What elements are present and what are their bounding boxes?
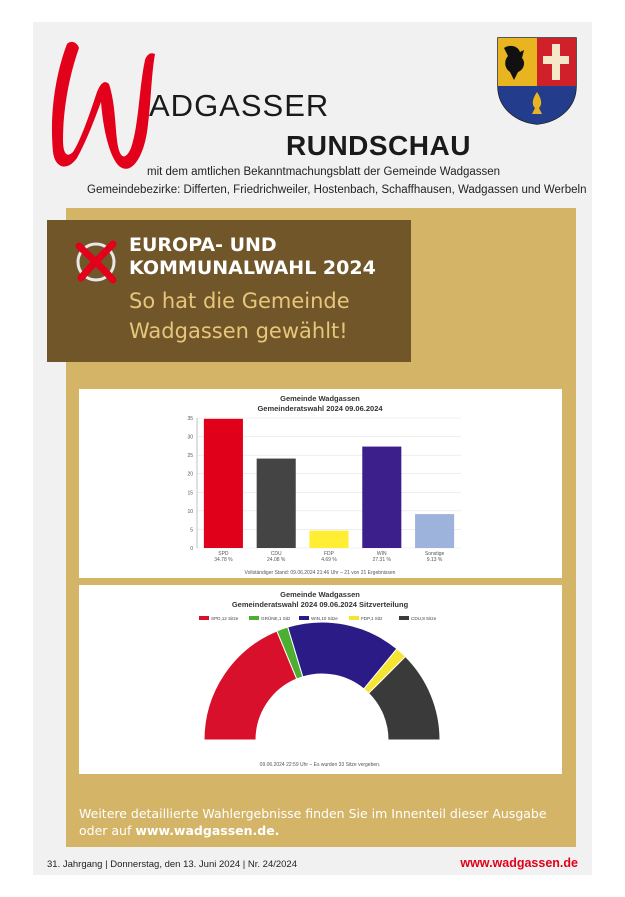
bar-chart	[79, 389, 562, 578]
footer-note-line2	[79, 822, 547, 839]
seat-distribution-chart	[79, 585, 562, 774]
content-panel	[48, 208, 576, 847]
bar-category-label: SPD	[218, 551, 229, 557]
bar-category-label: Sonstige	[424, 551, 445, 557]
bar-chart-ytick: 25	[187, 453, 193, 460]
bar-value-label: 24.08 %	[267, 557, 286, 563]
masthead-subtitle: mit dem amtlichen Bekanntmachungsblatt der Gemeinde Wadgassen	[147, 166, 501, 178]
bar-chart-ytick: 30	[187, 434, 193, 441]
masthead-title-line2: RUNDSCHAU	[286, 130, 471, 161]
seat-chart-panel	[79, 585, 562, 774]
banner-subheadline	[129, 286, 350, 346]
seat-legend-swatch	[299, 616, 309, 620]
footer-note-line1: Weitere detaillierte Wahlergebnisse finden Sie im Innenteil dieser Ausgabe	[79, 806, 547, 821]
seat-legend-swatch	[399, 616, 409, 620]
bar-chart-ytick: 20	[187, 471, 193, 478]
banner-headline	[129, 234, 376, 280]
seat-chart-title: Gemeinde Wadgassen	[280, 590, 360, 599]
seat-legend-swatch	[249, 616, 259, 620]
bar-chart-footnote: Vollständiger Stand: 09.06.2024 21:46 Uhr – 21 von 21 Ergebnissen	[244, 570, 396, 576]
seat-chart-footnote: 09.06.2024 22:59 Uhr – Es wurden 33 Sitze vergeben.	[259, 762, 381, 768]
bar-chart-ytick: 10	[187, 508, 193, 515]
bar-chart-ytick: 15	[187, 490, 193, 497]
bar-chart-title: Gemeinde Wadgassen	[280, 394, 360, 403]
bar-value-label: 9.13 %	[426, 557, 443, 563]
bar-cdu	[257, 459, 296, 548]
bar-category-label: FDP	[324, 551, 334, 557]
bar-chart-ytick: 0	[190, 546, 193, 552]
newspaper-cover	[33, 22, 592, 875]
banner-sub-line1: So hat die Gemeinde	[129, 289, 350, 313]
banner-headline-line2: KOMMUNALWAHL 2024	[129, 257, 376, 279]
masthead-title-line1: ADGASSER	[149, 88, 330, 123]
bar-value-label: 4.69 %	[321, 557, 337, 563]
bar-spd	[204, 419, 243, 548]
bar-chart-panel	[79, 389, 562, 578]
bar-chart-subtitle: Gemeinderatswahl 2024 09.06.2024	[257, 404, 383, 413]
bar-category-label: CDU	[270, 551, 282, 557]
seat-legend-label: WIN,10 Sitze	[311, 616, 338, 621]
bar-chart-ytick: 35	[187, 416, 193, 422]
bar-category-label: WIN	[376, 551, 387, 557]
banner-headline-line1: EUROPA- UND	[129, 234, 277, 256]
seat-legend-swatch	[199, 616, 209, 620]
bar-chart-ytick: 5	[190, 527, 193, 534]
seat-chart-subtitle: Gemeinderatswahl 2024 09.06.2024 Sitzverteilung	[231, 600, 409, 609]
bar-value-label: 34.78 %	[214, 557, 233, 563]
bar-value-label: 27.31 %	[372, 557, 391, 563]
seat-legend-label: CDU,8 Sitze	[411, 616, 437, 621]
website-link-inline[interactable]: www.wadgassen.de.	[135, 823, 280, 838]
seat-legend-swatch	[349, 616, 359, 620]
website-link-footer[interactable]: www.wadgassen.de	[460, 856, 578, 870]
seat-legend-label: SPD,12 Sitze	[211, 616, 239, 621]
bar-fdp	[309, 531, 348, 548]
bar-sonstige	[415, 514, 454, 548]
masthead-districts: Gemeindebezirke: Differten, Friedrichweiler, Hostenbach, Schaffhausen, Wadgassen und Werbeln	[87, 184, 587, 196]
election-banner	[47, 220, 411, 362]
coat-of-arms-icon	[496, 36, 578, 126]
bar-win	[362, 447, 401, 548]
ballot-cross-icon	[73, 238, 119, 284]
logo-w-icon	[47, 40, 157, 178]
issue-info: 31. Jahrgang | Donnerstag, den 13. Juni 2024 | Nr. 24/2024	[47, 859, 298, 870]
seat-arc-segment	[204, 631, 297, 740]
seat-legend-label: FDP,1 Sitz	[361, 616, 383, 621]
footer-note-prefix: oder auf	[79, 823, 136, 838]
banner-sub-line2: Wadgassen gewählt!	[129, 319, 348, 343]
footer-note	[79, 805, 547, 839]
seat-legend-label: GRÜNE,1 Sitz	[261, 616, 291, 621]
